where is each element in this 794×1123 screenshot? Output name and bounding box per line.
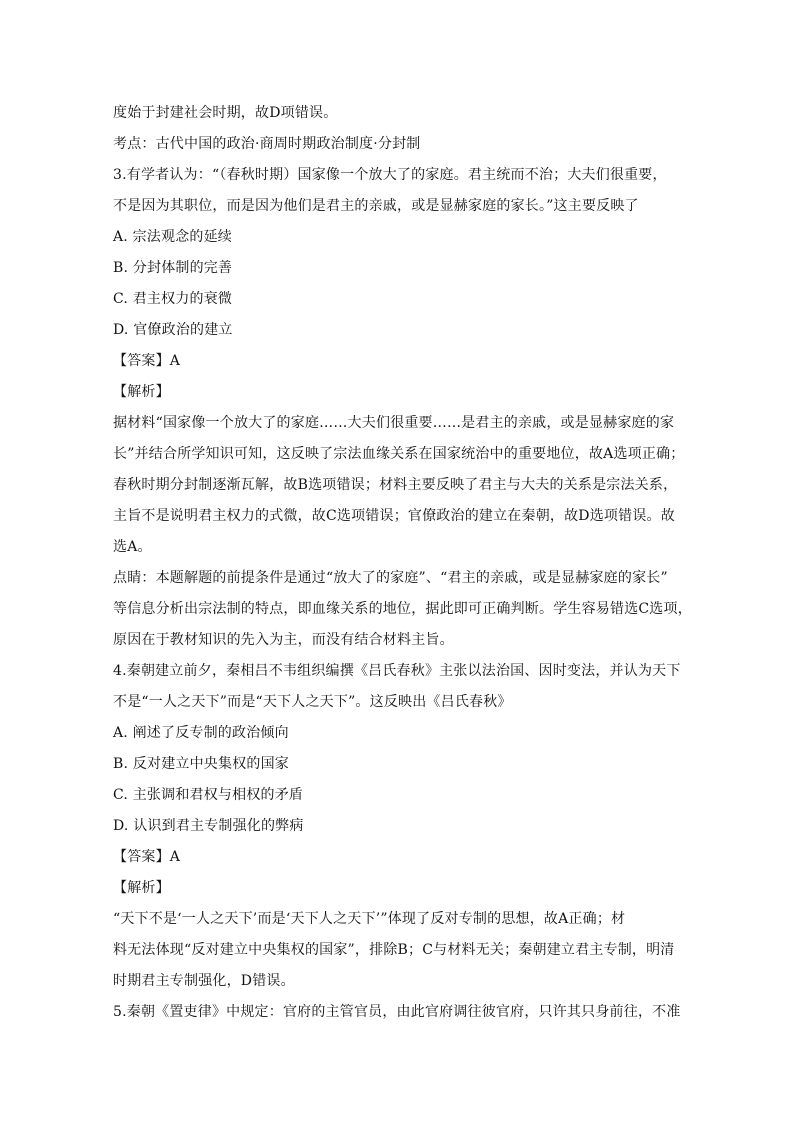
text-line: 考点：古代中国的政治·商周时期政治制度·分封制 <box>113 136 421 152</box>
question-4-stem: 4.秦朝建立前夕，秦相吕不韦组织编撰《吕氏春秋》主张以法治国、因时变法，并认为天下 <box>113 663 681 679</box>
option-b: B. 分封体制的完善 <box>113 260 233 276</box>
question-5-stem: 5.秦朝《置吏律》中规定：官府的主管官员，由此官府调往彼官府，只许其只身前往，不准 <box>113 1004 681 1020</box>
analysis-text: 主旨不是说明君主权力的式微，故C选项错误；官僚政治的建立在秦朝，故D选项错误。故 <box>113 508 675 524</box>
tip-text: 原因在于教材知识的先入为主，而没有结合材料主旨。 <box>113 632 454 648</box>
analysis-label: 【解析】 <box>113 880 170 896</box>
question-3-stem: 不是因为其职位，而是因为他们是君主的亲戚，或是显赫家庭的家长。”这主要反映了 <box>113 198 639 214</box>
option-d: D. 认识到君主专制强化的弊病 <box>113 818 304 834</box>
answer-label: 【答案】A <box>113 849 181 865</box>
question-3-stem: 3.有学者认为：“（春秋时期）国家像一个放大了的家庭。君主统而不治；大夫们很重要， <box>113 167 667 183</box>
text-line: 度始于封建社会时期，故D项错误。 <box>113 105 338 121</box>
question-4-stem: 不是“一人之天下”而是“天下人之天下”。这反映出《吕氏春秋》 <box>113 694 512 710</box>
analysis-text: 据材料“国家像一个放大了的家庭……大夫们很重要……是君主的亲戚，或是显赫家庭的家 <box>113 415 675 431</box>
analysis-label: 【解析】 <box>113 384 170 400</box>
option-d: D. 官僚政治的建立 <box>113 322 233 338</box>
option-c: C. 主张调和君权与相权的矛盾 <box>113 787 304 803</box>
option-c: C. 君主权力的衰微 <box>113 291 233 307</box>
option-a: A. 阐述了反专制的政治倾向 <box>113 725 289 741</box>
analysis-text: 选A。 <box>113 539 152 555</box>
option-b: B. 反对建立中央集权的国家 <box>113 756 289 772</box>
analysis-text: 料无法体现“反对建立中央集权的国家”，排除B；C与材料无关；秦朝建立君主专制，明清 <box>113 942 675 958</box>
analysis-text: “天下不是‘一人之天下’而是‘天下人之天下’”体现了反对专制的思想，故A正确；材 <box>113 911 626 927</box>
analysis-text: 时期君主专制强化，D错误。 <box>113 973 295 989</box>
tip-text: 等信息分析出宗法制的特点，即血缘关系的地位，据此即可正确判断。学生容易错选C选项， <box>113 601 692 617</box>
analysis-text: 长”并结合所学知识可知，这反映了宗法血缘关系在国家统治中的重要地位，故A选项正确； <box>113 446 685 462</box>
answer-label: 【答案】A <box>113 353 181 369</box>
tip-text: 点睛：本题解题的前提条件是通过“放大了的家庭”、“君主的亲戚，或是显赫家庭的家长” <box>113 570 668 586</box>
analysis-text: 春秋时期分封制逐渐瓦解，故B选项错误；材料主要反映了君主与大夫的关系是宗法关系， <box>113 477 678 493</box>
option-a: A. 宗法观念的延续 <box>113 229 233 245</box>
